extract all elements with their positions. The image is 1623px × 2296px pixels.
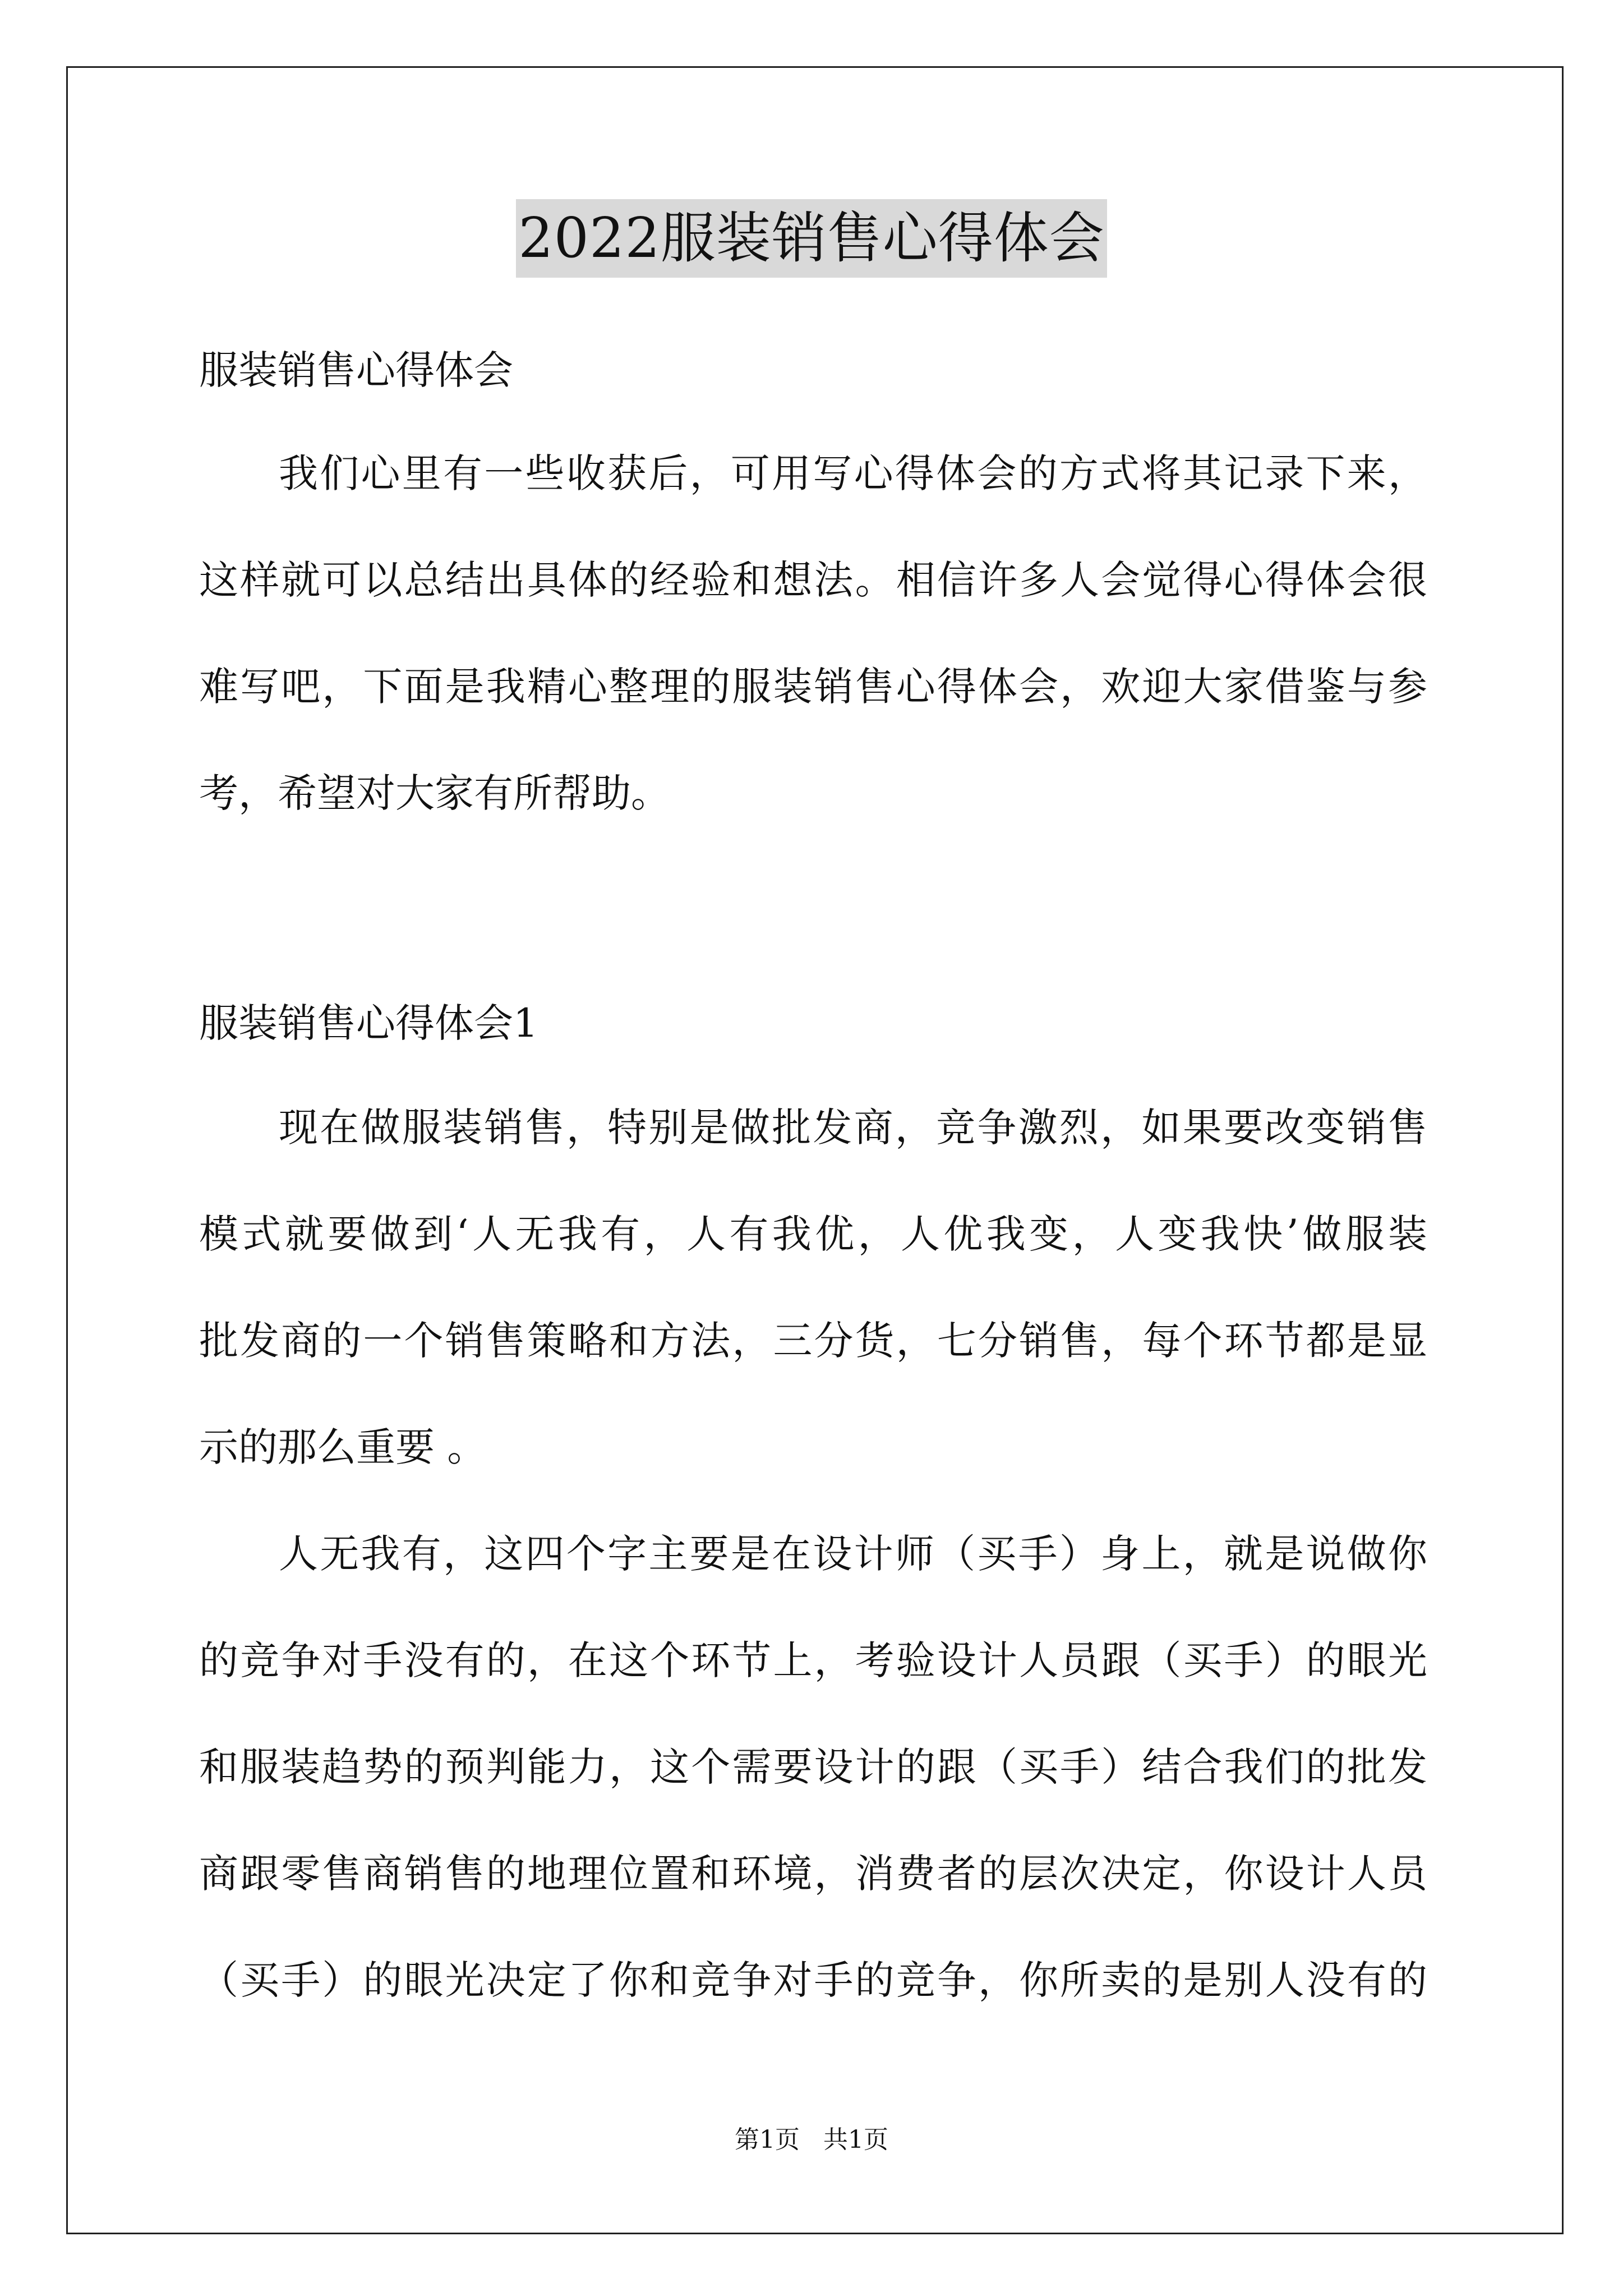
para2-line-4: 商跟零售商销售的地理位置和环境，消费者的层次决定，你设计人员 [199,1851,1427,1897]
document-subtitle: 服装销售心得体会 [199,347,513,393]
document-title: 2022服装销售心得体会 [516,199,1106,278]
para1-line-1: 现在做服装销售，特别是做批发商，竞争激烈，如果要改变销售 [279,1105,1427,1151]
para2-line-3: 和服装趋势的预判能力，这个需要设计的跟（买手）结合我们的批发 [199,1744,1427,1790]
page-footer [0,2123,1623,2157]
section-heading: 服装销售心得体会1 [199,1000,538,1046]
intro-line-4: 考，希望对大家有所帮助。 [199,770,670,816]
para1-line-2: 模式就要做到‘人无我有，人有我优，人优我变，人变我快’做服装 [199,1211,1427,1257]
title-container [0,199,1623,278]
para2-line-1: 人无我有，这四个字主要是在设计师（买手）身上，就是说做你 [279,1531,1427,1577]
intro-line-2: 这样就可以总结出具体的经验和想法。相信许多人会觉得心得体会很 [199,557,1427,603]
intro-line-1: 我们心里有一些收获后，可用写心得体会的方式将其记录下来， [279,450,1427,496]
page-number-label: 第1页 共1页 [735,2125,888,2154]
para1-line-4: 示的那么重要 。 [199,1424,487,1470]
para1-line-3: 批发商的一个销售策略和方法，三分货，七分销售，每个环节都是显 [199,1318,1427,1364]
para2-line-2: 的竞争对手没有的，在这个环节上，考验设计人员跟（买手）的眼光 [199,1637,1427,1683]
intro-line-3: 难写吧，下面是我精心整理的服装销售心得体会，欢迎大家借鉴与参 [199,664,1427,710]
para2-line-5: （买手）的眼光决定了你和竞争对手的竞争，你所卖的是别人没有的 [199,1957,1427,2003]
